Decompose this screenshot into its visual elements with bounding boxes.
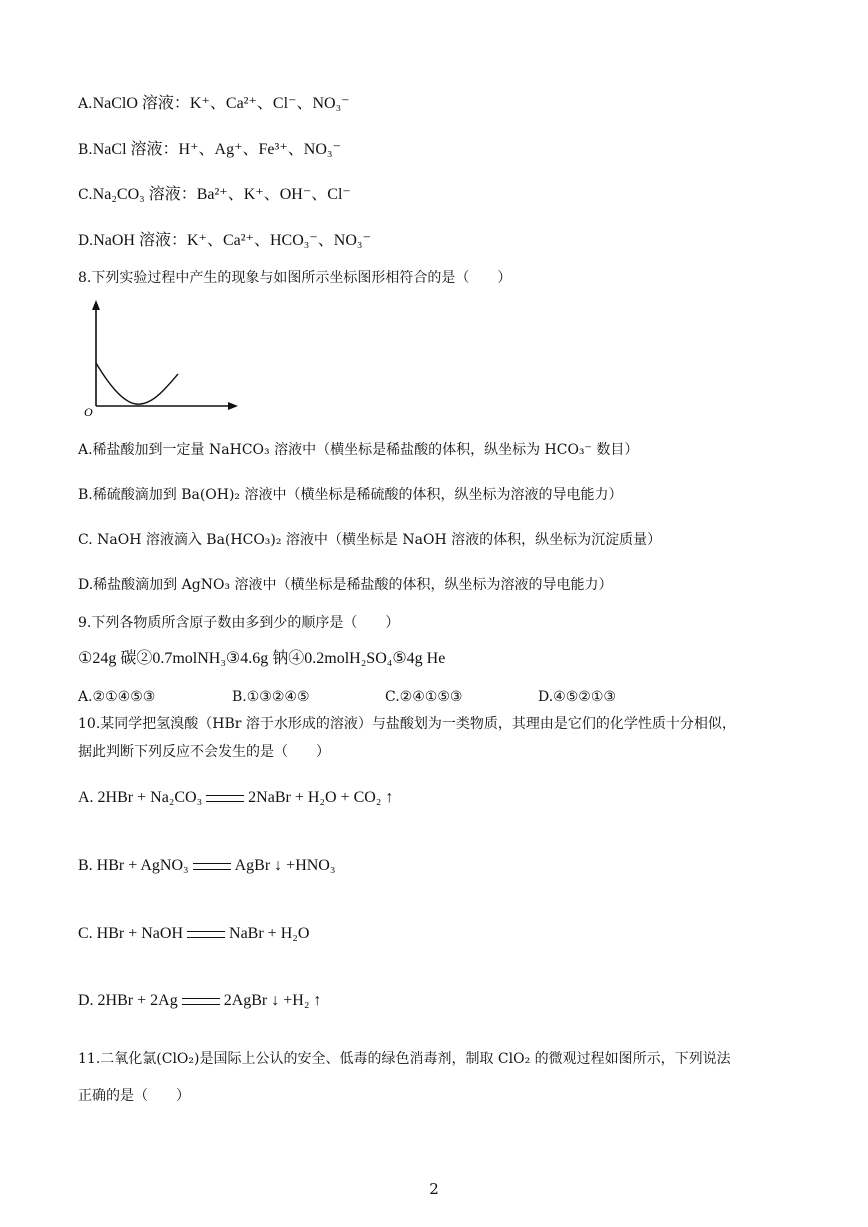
q9-option-b: B.①③②④⑤ [232,689,310,705]
q10-option-c [78,926,309,942]
q10-option-a-products: 2NaBr + H₂O + CO₂ ↑ [248,789,394,806]
q11-stem-line2: 正确的是（ ） [78,1088,190,1104]
q10-option-b-reactants: B. HBr + AgNO₃ [78,857,189,874]
q7-option-d-body: NaOH 溶液：K⁺、Ca²⁺、HCO₃⁻、NO₃⁻ [93,232,371,249]
equals-sign-icon [182,998,220,1005]
q7-option-d [78,233,371,249]
q10-option-b [78,858,335,874]
q9-option-c: C.②④①⑤③ [385,689,463,705]
equals-sign-icon [193,863,231,870]
q7-option-b-body: NaCl 溶液：H⁺、Ag⁺、Fe³⁺、NO₃⁻ [92,141,341,158]
q7-option-a [78,96,350,112]
q7-option-b [78,142,341,158]
q10-option-a-reactants: A. 2HBr + Na₂CO₃ [78,789,203,806]
q10-option-b-products: AgBr ↓ +HNO₃ [234,857,336,874]
q10-option-d-products: 2AgBr ↓ +H₂ ↑ [223,992,322,1009]
q10-option-a [78,790,393,806]
q8-option-d: D.稀盐酸滴加到 AgNO₃ 溶液中（横坐标是稀盐酸的体积，纵坐标为溶液的导电能力） [78,577,613,593]
q7-option-c-label: C. [78,187,93,203]
q8-option-c: C. NaOH 溶液滴入 Ba(HCO₃)₂ 溶液中（横坐标是 NaOH 溶液的体积，纵坐标为沉淀质量） [78,532,662,548]
q8-stem: 8.下列实验过程中产生的现象与如图所示坐标图形相符合的是（ ） [78,270,512,286]
q8-graph-origin: O [84,405,93,419]
page-number: 2 [429,1180,439,1198]
q10-stem-line2: 据此判断下列反应不会发生的是（ ） [78,744,330,760]
q10-option-c-products: NaBr + H₂O [229,925,310,942]
q9-option-d: D.④⑤②①③ [538,689,616,705]
q9-items: ①24g 碳②0.7molNH₃③4.6g 钠④0.2molH₂SO₄⑤4g He [78,650,446,667]
q10-option-d [78,993,321,1009]
equals-sign-icon [187,931,225,938]
q7-option-a-text: A. [78,96,93,112]
q8-option-a: A.稀盐酸加到一定量 NaHCO₃ 溶液中（横坐标是稀盐酸的体积，纵坐标为 HCO₃⁻ 数目） [78,442,639,458]
q7-option-a-body: NaClO 溶液：K⁺、Ca²⁺、Cl⁻、NO₃⁻ [92,95,350,112]
q7-option-d-label: D. [78,233,94,249]
q8-graph [80,298,250,420]
q9-stem: 9.下列各物质所含原子数由多到少的顺序是（ ） [78,615,400,631]
equals-sign-icon [206,795,244,802]
q10-stem-line1: 10.某同学把氢溴酸（HBr 溶于水形成的溶液）与盐酸划为一类物质，其理由是它们的化学性质十分相似， [78,716,736,732]
q9-option-a: A.②①④⑤③ [78,689,156,705]
q7-option-c [78,187,351,203]
q7-option-b-label: B. [78,142,93,158]
q10-option-c-reactants: C. HBr + NaOH [78,925,184,942]
q7-option-c-body: Na₂CO₃ 溶液：Ba²⁺、K⁺、OH⁻、Cl⁻ [92,186,351,203]
q11-stem-line1: 11.二氧化氯(ClO₂)是国际上公认的安全、低毒的绿色消毒剂，制取 ClO₂ 的微观过程如图所示，下列说法 [78,1051,731,1067]
q8-option-b: B.稀硫酸滴加到 Ba(OH)₂ 溶液中（横坐标是稀硫酸的体积，纵坐标为溶液的导电能力） [78,487,623,503]
q10-option-d-reactants: D. 2HBr + 2Ag [78,992,178,1009]
